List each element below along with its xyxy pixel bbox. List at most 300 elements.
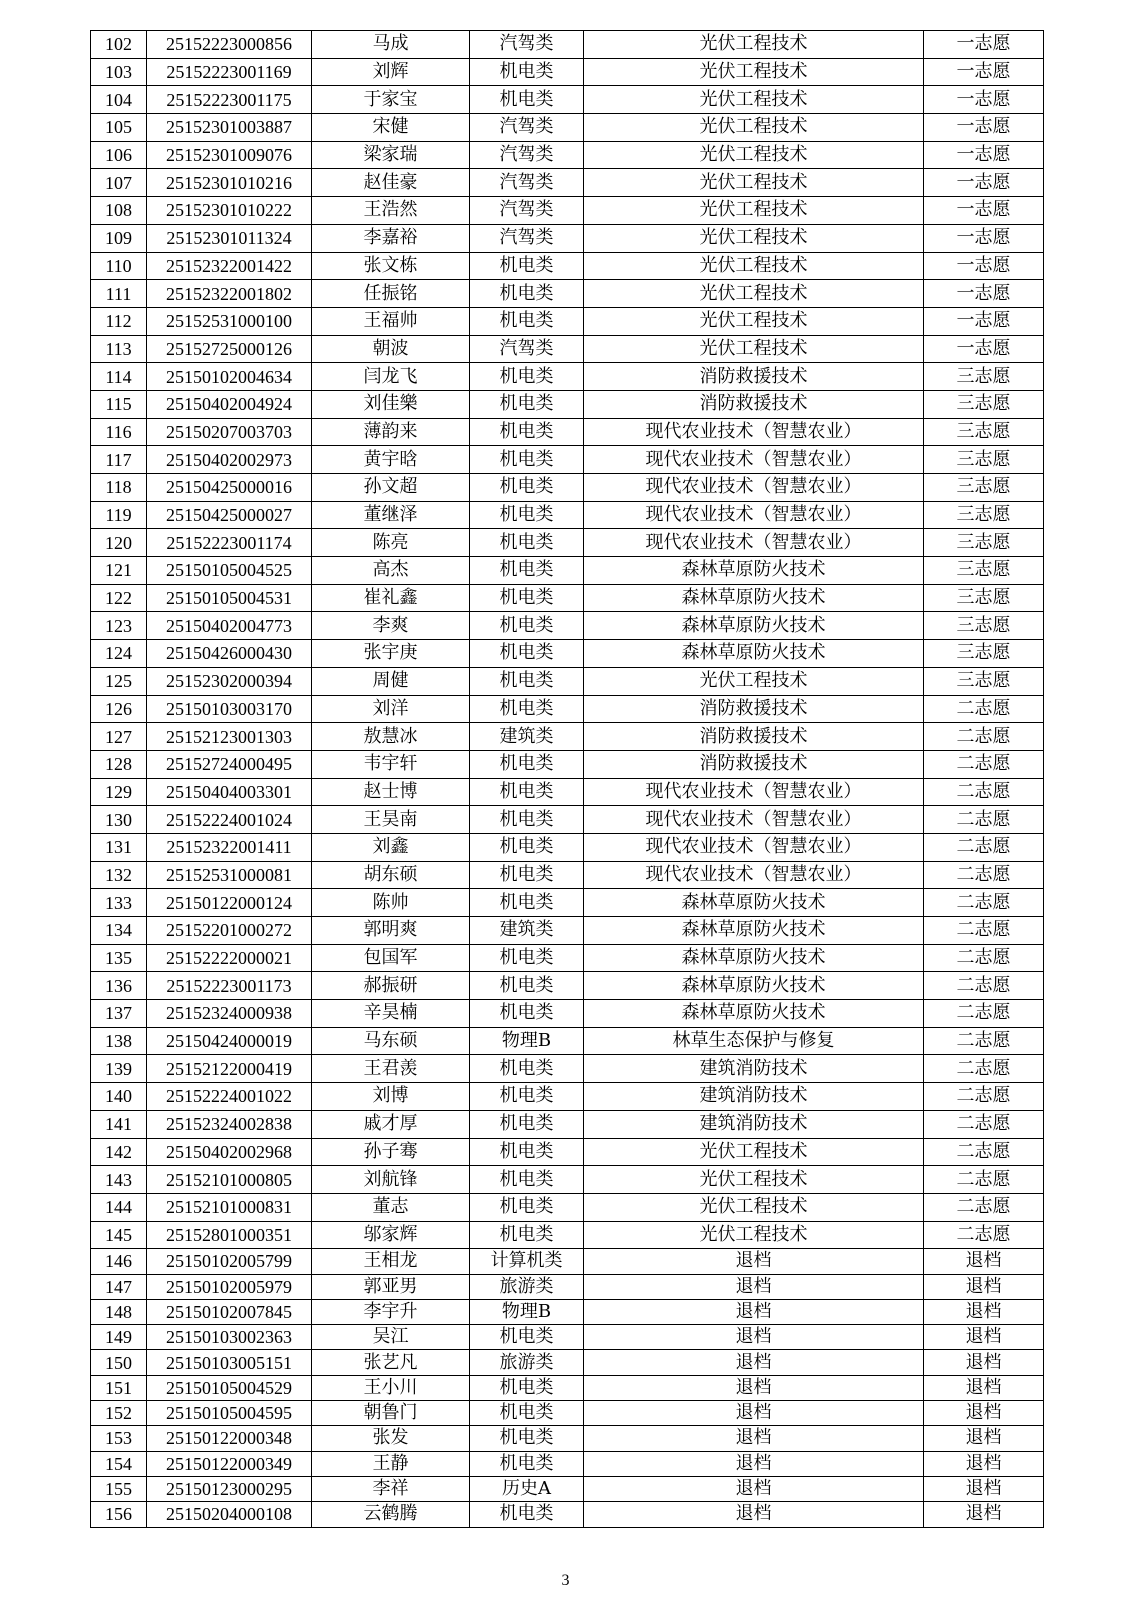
- subject-category-cell: 机电类: [470, 252, 584, 280]
- table-row: [91, 917, 1044, 945]
- student-name-cell: 孙子骞: [312, 1138, 470, 1166]
- student-name-cell: 张发: [312, 1426, 470, 1451]
- student-name-cell: 任振铭: [312, 280, 470, 308]
- table-row: [91, 197, 1044, 225]
- admission-choice-cell: 二志愿: [924, 944, 1044, 972]
- table-row: [91, 169, 1044, 197]
- admission-choice-cell: 一志愿: [924, 141, 1044, 169]
- major-cell: 光伏工程技术: [584, 141, 924, 169]
- major-cell: 森林草原防火技术: [584, 944, 924, 972]
- major-cell: 森林草原防火技术: [584, 972, 924, 1000]
- major-cell: 消防救援技术: [584, 695, 924, 723]
- subject-category-cell: 物理B: [470, 1027, 584, 1055]
- exam-id-cell: 25152724000495: [147, 750, 312, 778]
- subject-category-cell: 汽驾类: [470, 335, 584, 363]
- student-name-cell: 朝鲁门: [312, 1401, 470, 1426]
- subject-category-cell: 汽驾类: [470, 141, 584, 169]
- student-name-cell: 刘鑫: [312, 833, 470, 861]
- subject-category-cell: 机电类: [470, 1110, 584, 1138]
- admission-choice-cell: 三志愿: [924, 640, 1044, 668]
- subject-category-cell: 建筑类: [470, 723, 584, 751]
- table-row: [91, 584, 1044, 612]
- exam-id-cell: 25152223001175: [147, 86, 312, 114]
- major-cell: 消防救援技术: [584, 390, 924, 418]
- table-row: [91, 58, 1044, 86]
- major-cell: 森林草原防火技术: [584, 917, 924, 945]
- subject-category-cell: 机电类: [470, 418, 584, 446]
- student-name-cell: 马成: [312, 31, 470, 59]
- admission-choice-cell: 三志愿: [924, 557, 1044, 585]
- document-sheet: [90, 30, 1043, 1528]
- table-row: [91, 1221, 1044, 1249]
- table-row: [91, 141, 1044, 169]
- major-cell: 消防救援技术: [584, 363, 924, 391]
- subject-category-cell: 汽驾类: [470, 31, 584, 59]
- exam-id-cell: 25150102007845: [147, 1299, 312, 1324]
- row-number-cell: 138: [91, 1027, 147, 1055]
- page-number: 3: [561, 1572, 570, 1589]
- admission-table-body: [91, 31, 1044, 1528]
- student-name-cell: 云鹤腾: [312, 1502, 470, 1527]
- admission-choice-cell: 退档: [924, 1476, 1044, 1501]
- student-name-cell: 王福帅: [312, 307, 470, 335]
- table-row: [91, 390, 1044, 418]
- subject-category-cell: 机电类: [470, 1401, 584, 1426]
- admission-choice-cell: 退档: [924, 1426, 1044, 1451]
- table-row: [91, 1350, 1044, 1375]
- table-row: [91, 446, 1044, 474]
- subject-category-cell: 机电类: [470, 307, 584, 335]
- admission-choice-cell: 二志愿: [924, 1138, 1044, 1166]
- major-cell: 光伏工程技术: [584, 280, 924, 308]
- student-name-cell: 孙文超: [312, 474, 470, 502]
- row-number-cell: 136: [91, 972, 147, 1000]
- table-row: [91, 1055, 1044, 1083]
- subject-category-cell: 机电类: [470, 1000, 584, 1028]
- admission-table: [90, 30, 1044, 1528]
- admission-choice-cell: 二志愿: [924, 1221, 1044, 1249]
- student-name-cell: 王相龙: [312, 1249, 470, 1274]
- admission-choice-cell: 二志愿: [924, 1027, 1044, 1055]
- row-number-cell: 135: [91, 944, 147, 972]
- admission-choice-cell: 一志愿: [924, 114, 1044, 142]
- exam-id-cell: 25152322001422: [147, 252, 312, 280]
- row-number-cell: 139: [91, 1055, 147, 1083]
- student-name-cell: 李嘉裕: [312, 224, 470, 252]
- table-row: [91, 86, 1044, 114]
- admission-choice-cell: 一志愿: [924, 31, 1044, 59]
- table-row: [91, 833, 1044, 861]
- row-number-cell: 119: [91, 501, 147, 529]
- student-name-cell: 王浩然: [312, 197, 470, 225]
- admission-choice-cell: 二志愿: [924, 1083, 1044, 1111]
- row-number-cell: 113: [91, 335, 147, 363]
- major-cell: 建筑消防技术: [584, 1083, 924, 1111]
- admission-choice-cell: 二志愿: [924, 695, 1044, 723]
- subject-category-cell: 机电类: [470, 1138, 584, 1166]
- student-name-cell: 王静: [312, 1451, 470, 1476]
- row-number-cell: 145: [91, 1221, 147, 1249]
- table-row: [91, 501, 1044, 529]
- student-name-cell: 董继泽: [312, 501, 470, 529]
- exam-id-cell: 25150402004924: [147, 390, 312, 418]
- table-row: [91, 1325, 1044, 1350]
- subject-category-cell: 历史A: [470, 1476, 584, 1501]
- exam-id-cell: 25152801000351: [147, 1221, 312, 1249]
- row-number-cell: 106: [91, 141, 147, 169]
- subject-category-cell: 汽驾类: [470, 197, 584, 225]
- subject-category-cell: 机电类: [470, 1055, 584, 1083]
- row-number-cell: 102: [91, 31, 147, 59]
- exam-id-cell: 25150204000108: [147, 1502, 312, 1527]
- major-cell: 森林草原防火技术: [584, 584, 924, 612]
- table-row: [91, 252, 1044, 280]
- admission-choice-cell: 一志愿: [924, 224, 1044, 252]
- row-number-cell: 147: [91, 1274, 147, 1299]
- row-number-cell: 122: [91, 584, 147, 612]
- exam-id-cell: 25150102004634: [147, 363, 312, 391]
- row-number-cell: 131: [91, 833, 147, 861]
- student-name-cell: 辛昊楠: [312, 1000, 470, 1028]
- subject-category-cell: 机电类: [470, 1221, 584, 1249]
- row-number-cell: 121: [91, 557, 147, 585]
- table-row: [91, 1110, 1044, 1138]
- admission-choice-cell: 二志愿: [924, 833, 1044, 861]
- row-number-cell: 143: [91, 1166, 147, 1194]
- table-row: [91, 1083, 1044, 1111]
- row-number-cell: 103: [91, 58, 147, 86]
- admission-choice-cell: 二志愿: [924, 1110, 1044, 1138]
- exam-id-cell: 25150105004595: [147, 1401, 312, 1426]
- row-number-cell: 128: [91, 750, 147, 778]
- major-cell: 现代农业技术（智慧农业）: [584, 501, 924, 529]
- exam-id-cell: 25152101000831: [147, 1193, 312, 1221]
- exam-id-cell: 25150103005151: [147, 1350, 312, 1375]
- exam-id-cell: 25150105004531: [147, 584, 312, 612]
- subject-category-cell: 机电类: [470, 750, 584, 778]
- student-name-cell: 胡东硕: [312, 861, 470, 889]
- row-number-cell: 133: [91, 889, 147, 917]
- exam-id-cell: 25152222000021: [147, 944, 312, 972]
- subject-category-cell: 机电类: [470, 695, 584, 723]
- major-cell: 现代农业技术（智慧农业）: [584, 474, 924, 502]
- major-cell: 林草生态保护与修复: [584, 1027, 924, 1055]
- exam-id-cell: 25152223001174: [147, 529, 312, 557]
- table-row: [91, 750, 1044, 778]
- exam-id-cell: 25152223001173: [147, 972, 312, 1000]
- student-name-cell: 闫龙飞: [312, 363, 470, 391]
- exam-id-cell: 25152223000856: [147, 31, 312, 59]
- row-number-cell: 142: [91, 1138, 147, 1166]
- row-number-cell: 105: [91, 114, 147, 142]
- major-cell: 光伏工程技术: [584, 1221, 924, 1249]
- admission-choice-cell: 二志愿: [924, 889, 1044, 917]
- major-cell: 森林草原防火技术: [584, 1000, 924, 1028]
- admission-choice-cell: 退档: [924, 1274, 1044, 1299]
- admission-choice-cell: 二志愿: [924, 723, 1044, 751]
- table-row: [91, 280, 1044, 308]
- major-cell: 现代农业技术（智慧农业）: [584, 833, 924, 861]
- major-cell: 现代农业技术（智慧农业）: [584, 529, 924, 557]
- row-number-cell: 125: [91, 667, 147, 695]
- admission-choice-cell: 二志愿: [924, 1055, 1044, 1083]
- subject-category-cell: 机电类: [470, 640, 584, 668]
- admission-choice-cell: 二志愿: [924, 778, 1044, 806]
- table-row: [91, 114, 1044, 142]
- admission-choice-cell: 二志愿: [924, 917, 1044, 945]
- admission-choice-cell: 一志愿: [924, 58, 1044, 86]
- subject-category-cell: 机电类: [470, 584, 584, 612]
- subject-category-cell: 机电类: [470, 1325, 584, 1350]
- exam-id-cell: 25152725000126: [147, 335, 312, 363]
- table-row: [91, 363, 1044, 391]
- row-number-cell: 140: [91, 1083, 147, 1111]
- table-row: [91, 695, 1044, 723]
- student-name-cell: 张宇庚: [312, 640, 470, 668]
- subject-category-cell: 机电类: [470, 944, 584, 972]
- exam-id-cell: 25152123001303: [147, 723, 312, 751]
- subject-category-cell: 机电类: [470, 474, 584, 502]
- subject-category-cell: 机电类: [470, 1502, 584, 1527]
- admission-choice-cell: 二志愿: [924, 750, 1044, 778]
- table-row: [91, 972, 1044, 1000]
- subject-category-cell: 机电类: [470, 1451, 584, 1476]
- subject-category-cell: 机电类: [470, 833, 584, 861]
- exam-id-cell: 25152302000394: [147, 667, 312, 695]
- row-number-cell: 104: [91, 86, 147, 114]
- major-cell: 退档: [584, 1350, 924, 1375]
- student-name-cell: 郝振研: [312, 972, 470, 1000]
- exam-id-cell: 25152531000100: [147, 307, 312, 335]
- table-row: [91, 1401, 1044, 1426]
- subject-category-cell: 机电类: [470, 58, 584, 86]
- row-number-cell: 124: [91, 640, 147, 668]
- row-number-cell: 134: [91, 917, 147, 945]
- major-cell: 光伏工程技术: [584, 335, 924, 363]
- admission-choice-cell: 一志愿: [924, 307, 1044, 335]
- subject-category-cell: 汽驾类: [470, 169, 584, 197]
- student-name-cell: 薄韵来: [312, 418, 470, 446]
- exam-id-cell: 25150404003301: [147, 778, 312, 806]
- student-name-cell: 陈帅: [312, 889, 470, 917]
- student-name-cell: 董志: [312, 1193, 470, 1221]
- student-name-cell: 朝波: [312, 335, 470, 363]
- major-cell: 光伏工程技术: [584, 86, 924, 114]
- major-cell: 退档: [584, 1274, 924, 1299]
- row-number-cell: 108: [91, 197, 147, 225]
- student-name-cell: 王小川: [312, 1375, 470, 1400]
- major-cell: 光伏工程技术: [584, 224, 924, 252]
- table-row: [91, 667, 1044, 695]
- admission-choice-cell: 退档: [924, 1451, 1044, 1476]
- major-cell: 建筑消防技术: [584, 1110, 924, 1138]
- admission-choice-cell: 一志愿: [924, 335, 1044, 363]
- row-number-cell: 109: [91, 224, 147, 252]
- row-number-cell: 123: [91, 612, 147, 640]
- table-row: [91, 31, 1044, 59]
- table-row: [91, 474, 1044, 502]
- major-cell: 光伏工程技术: [584, 252, 924, 280]
- row-number-cell: 146: [91, 1249, 147, 1274]
- admission-choice-cell: 三志愿: [924, 667, 1044, 695]
- subject-category-cell: 机电类: [470, 557, 584, 585]
- row-number-cell: 148: [91, 1299, 147, 1324]
- row-number-cell: 110: [91, 252, 147, 280]
- admission-choice-cell: 退档: [924, 1401, 1044, 1426]
- major-cell: 现代农业技术（智慧农业）: [584, 806, 924, 834]
- major-cell: 消防救援技术: [584, 750, 924, 778]
- student-name-cell: 赵佳豪: [312, 169, 470, 197]
- subject-category-cell: 机电类: [470, 806, 584, 834]
- student-name-cell: 赵士博: [312, 778, 470, 806]
- table-row: [91, 1274, 1044, 1299]
- student-name-cell: 张艺凡: [312, 1350, 470, 1375]
- student-name-cell: 王昊南: [312, 806, 470, 834]
- table-row: [91, 1375, 1044, 1400]
- student-name-cell: 敖慧冰: [312, 723, 470, 751]
- admission-choice-cell: 二志愿: [924, 861, 1044, 889]
- admission-choice-cell: 二志愿: [924, 972, 1044, 1000]
- exam-id-cell: 25150402002973: [147, 446, 312, 474]
- major-cell: 光伏工程技术: [584, 1193, 924, 1221]
- major-cell: 现代农业技术（智慧农业）: [584, 861, 924, 889]
- major-cell: 光伏工程技术: [584, 114, 924, 142]
- student-name-cell: 马东硕: [312, 1027, 470, 1055]
- subject-category-cell: 机电类: [470, 1375, 584, 1400]
- exam-id-cell: 25150102005799: [147, 1249, 312, 1274]
- table-row: [91, 1299, 1044, 1324]
- row-number-cell: 115: [91, 390, 147, 418]
- major-cell: 退档: [584, 1249, 924, 1274]
- student-name-cell: 张文栋: [312, 252, 470, 280]
- exam-id-cell: 25152301010222: [147, 197, 312, 225]
- admission-choice-cell: 一志愿: [924, 169, 1044, 197]
- major-cell: 森林草原防火技术: [584, 640, 924, 668]
- subject-category-cell: 机电类: [470, 972, 584, 1000]
- admission-choice-cell: 退档: [924, 1249, 1044, 1274]
- major-cell: 光伏工程技术: [584, 1166, 924, 1194]
- major-cell: 退档: [584, 1299, 924, 1324]
- subject-category-cell: 机电类: [470, 889, 584, 917]
- major-cell: 退档: [584, 1375, 924, 1400]
- exam-id-cell: 25152322001411: [147, 833, 312, 861]
- student-name-cell: 刘航锋: [312, 1166, 470, 1194]
- subject-category-cell: 机电类: [470, 529, 584, 557]
- table-row: [91, 944, 1044, 972]
- subject-category-cell: 机电类: [470, 667, 584, 695]
- exam-id-cell: 25152531000081: [147, 861, 312, 889]
- subject-category-cell: 汽驾类: [470, 114, 584, 142]
- student-name-cell: 郭明爽: [312, 917, 470, 945]
- subject-category-cell: 机电类: [470, 86, 584, 114]
- row-number-cell: 150: [91, 1350, 147, 1375]
- row-number-cell: 116: [91, 418, 147, 446]
- table-row: [91, 1000, 1044, 1028]
- admission-choice-cell: 二志愿: [924, 1193, 1044, 1221]
- admission-choice-cell: 一志愿: [924, 197, 1044, 225]
- row-number-cell: 120: [91, 529, 147, 557]
- exam-id-cell: 25152224001024: [147, 806, 312, 834]
- major-cell: 现代农业技术（智慧农业）: [584, 446, 924, 474]
- exam-id-cell: 25150424000019: [147, 1027, 312, 1055]
- subject-category-cell: 机电类: [470, 390, 584, 418]
- row-number-cell: 117: [91, 446, 147, 474]
- exam-id-cell: 25150402002968: [147, 1138, 312, 1166]
- table-row: [91, 640, 1044, 668]
- table-row: [91, 1249, 1044, 1274]
- student-name-cell: 陈亮: [312, 529, 470, 557]
- exam-id-cell: 25150102005979: [147, 1274, 312, 1299]
- exam-id-cell: 25150425000016: [147, 474, 312, 502]
- admission-choice-cell: 一志愿: [924, 252, 1044, 280]
- admission-choice-cell: 三志愿: [924, 446, 1044, 474]
- major-cell: 消防救援技术: [584, 723, 924, 751]
- table-row: [91, 307, 1044, 335]
- major-cell: 退档: [584, 1426, 924, 1451]
- subject-category-cell: 机电类: [470, 612, 584, 640]
- exam-id-cell: 25152322001802: [147, 280, 312, 308]
- admission-choice-cell: 三志愿: [924, 529, 1044, 557]
- major-cell: 现代农业技术（智慧农业）: [584, 418, 924, 446]
- exam-id-cell: 25150402004773: [147, 612, 312, 640]
- row-number-cell: 112: [91, 307, 147, 335]
- subject-category-cell: 旅游类: [470, 1274, 584, 1299]
- row-number-cell: 141: [91, 1110, 147, 1138]
- row-number-cell: 144: [91, 1193, 147, 1221]
- row-number-cell: 156: [91, 1502, 147, 1527]
- admission-choice-cell: 二志愿: [924, 1166, 1044, 1194]
- student-name-cell: 于家宝: [312, 86, 470, 114]
- admission-choice-cell: 三志愿: [924, 474, 1044, 502]
- student-name-cell: 高杰: [312, 557, 470, 585]
- admission-choice-cell: 退档: [924, 1299, 1044, 1324]
- exam-id-cell: 25152301009076: [147, 141, 312, 169]
- exam-id-cell: 25150103003170: [147, 695, 312, 723]
- admission-choice-cell: 三志愿: [924, 584, 1044, 612]
- subject-category-cell: 计算机类: [470, 1249, 584, 1274]
- major-cell: 退档: [584, 1401, 924, 1426]
- admission-choice-cell: 一志愿: [924, 280, 1044, 308]
- admission-choice-cell: 三志愿: [924, 501, 1044, 529]
- student-name-cell: 李宇升: [312, 1299, 470, 1324]
- row-number-cell: 129: [91, 778, 147, 806]
- row-number-cell: 153: [91, 1426, 147, 1451]
- row-number-cell: 127: [91, 723, 147, 751]
- student-name-cell: 刘洋: [312, 695, 470, 723]
- admission-choice-cell: 三志愿: [924, 390, 1044, 418]
- row-number-cell: 130: [91, 806, 147, 834]
- major-cell: 森林草原防火技术: [584, 889, 924, 917]
- major-cell: 光伏工程技术: [584, 667, 924, 695]
- exam-id-cell: 25150123000295: [147, 1476, 312, 1501]
- major-cell: 光伏工程技术: [584, 169, 924, 197]
- subject-category-cell: 机电类: [470, 1166, 584, 1194]
- subject-category-cell: 物理B: [470, 1299, 584, 1324]
- admission-choice-cell: 一志愿: [924, 86, 1044, 114]
- subject-category-cell: 机电类: [470, 280, 584, 308]
- table-row: [91, 418, 1044, 446]
- admission-choice-cell: 退档: [924, 1502, 1044, 1527]
- student-name-cell: 周健: [312, 667, 470, 695]
- student-name-cell: 李祥: [312, 1476, 470, 1501]
- major-cell: 建筑消防技术: [584, 1055, 924, 1083]
- major-cell: 光伏工程技术: [584, 197, 924, 225]
- admission-choice-cell: 三志愿: [924, 612, 1044, 640]
- exam-id-cell: 25152301010216: [147, 169, 312, 197]
- student-name-cell: 刘佳樂: [312, 390, 470, 418]
- table-row: [91, 224, 1044, 252]
- exam-id-cell: 25152224001022: [147, 1083, 312, 1111]
